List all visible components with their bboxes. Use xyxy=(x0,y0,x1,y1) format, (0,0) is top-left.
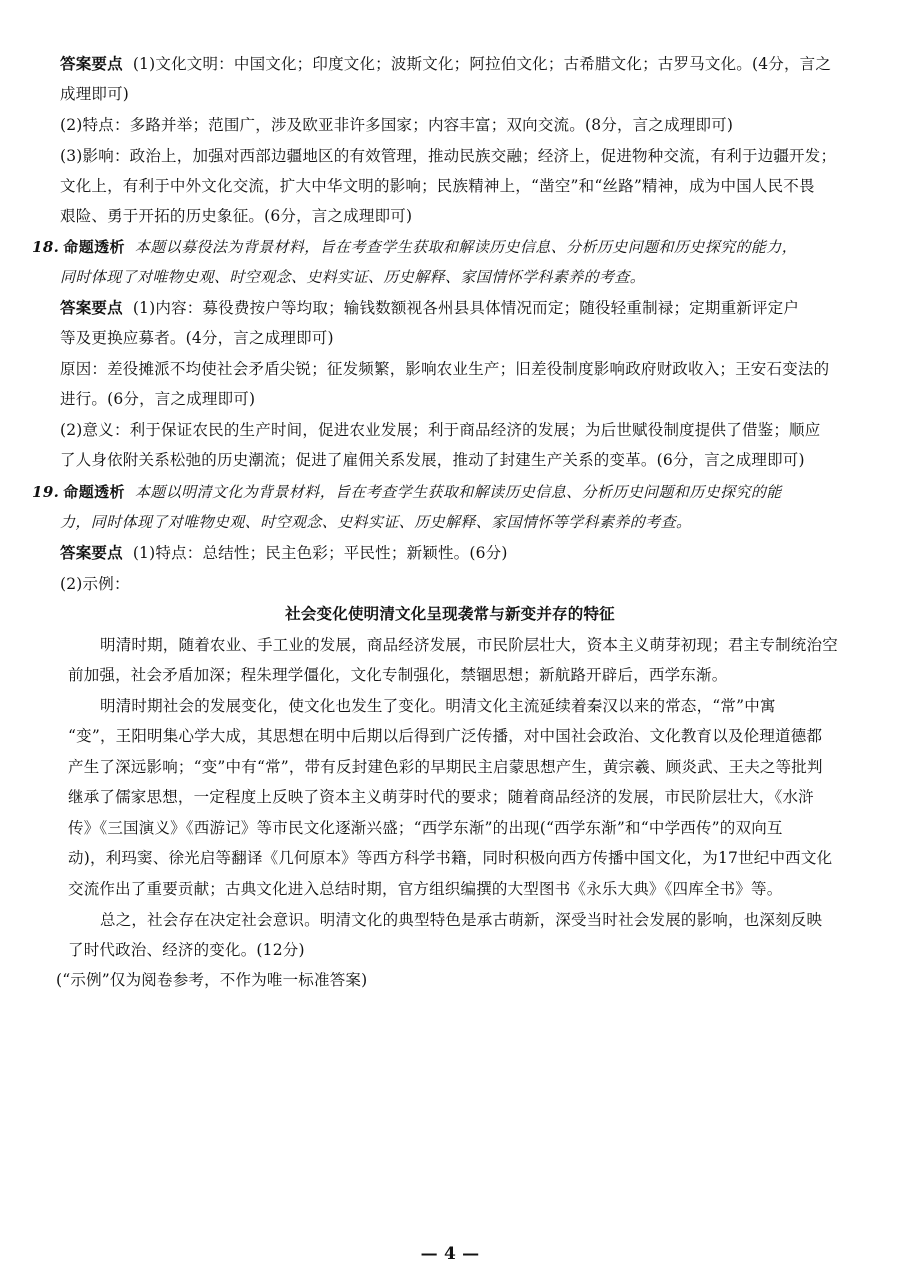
q18-analysis-label: 命题透析 xyxy=(63,238,125,256)
q19-analysis-text-2: 力，同时体现了对唯物史观、时空观念、史料实证、历史解释、家国情怀等学科素养的考查。 xyxy=(60,513,692,531)
essay-para2-line-5: 传》《三国演义》《西游记》等市民文化逐渐兴盛；“西学东渐”的出现(“西学东渐”和“中学西传”的双向互 xyxy=(68,819,783,837)
q18-part2-text-1: (2)意义：利于保证农民的生产时间，促进农业发展；利于商品经济的发展；为后世赋役制度提供了借鉴；顺应 xyxy=(60,421,821,439)
q18-answer-line-1 xyxy=(60,298,799,318)
q17-answer-line-1 xyxy=(60,54,831,74)
q19-part1-text: (1)特点：总结性；民主色彩；平民性；新颖性。(6分) xyxy=(132,544,508,562)
q19-part2-text: (2)示例： xyxy=(60,575,130,593)
q19-answer-label: 答案要点 xyxy=(60,543,123,562)
q17-part3-text-2: 文化上，有利于中外文化交流，扩大中华文明的影响；民族精神上，“凿空”和“丝路”精神，成为中国人民不畏 xyxy=(60,177,815,195)
q18-part1-text-1: (1)内容：募役费按户等均取；输钱数额视各州县具体情况而定；随役轻重制禄；定期重新评定户 xyxy=(132,299,800,317)
essay-para2-line-4: 继承了儒家思想，一定程度上反映了资本主义萌芽时代的要求；随着商品经济的发展，市民阶层壮大，《水浒 xyxy=(68,788,814,806)
q19-analysis-label: 命题透析 xyxy=(63,483,125,501)
q18-analysis-text-2: 同时体现了对唯物史观、时空观念、史料实证、历史解释、家国情怀学科素养的考查。 xyxy=(60,268,646,286)
essay-para1-line-2: 前加强，社会矛盾加深；程朱理学僵化，文化专制强化，禁锢思想；新航路开辟后，西学东渐。 xyxy=(68,666,728,684)
q17-part1-text-2: 成理即可) xyxy=(60,85,130,103)
q17-part3-text-3: 艰险、勇于开拓的历史象征。(6分，言之成理即可) xyxy=(60,207,413,225)
essay-para2-line-7: 交流作出了重要贡献；古典文化进入总结时期，官方组织编撰的大型图书《永乐大典》《四库全书》等。 xyxy=(68,880,783,898)
q18-reason-text-2: 进行。(6分，言之成理即可) xyxy=(60,390,256,408)
essay-para3-line-2: 了时代政治、经济的变化。(12分) xyxy=(68,941,305,959)
essay-title: 社会变化使明清文化呈现袭常与新变并存的特征 xyxy=(285,604,615,623)
essay-para2-line-6: 动)，利玛窦、徐光启等翻译《几何原本》等西方科学书籍，同时积极向西方传播中国文化，为17世纪中西文化 xyxy=(68,849,833,867)
q17-part2-text: (2)特点：多路并举；范围广，涉及欧亚非许多国家；内容丰富；双向交流。(8分，言之成理即可) xyxy=(60,116,734,134)
essay-para2-line-2: “变”，王阳明集心学大成，其思想在明中后期以后得到广泛传播，对中国社会政治、文化教育以及伦理道德都 xyxy=(68,727,823,745)
essay-para1-line-1: 明清时期，随着农业、手工业的发展，商品经济发展，市民阶层壮大，资本主义萌芽初现；君主专制统治空 xyxy=(100,636,838,654)
essay-para3-line-1: 总之，社会存在决定社会意识。明清文化的典型特色是承古萌新，深受当时社会发展的影响，也深刻反映 xyxy=(100,911,823,929)
q18-part2-text-2: 了人身依附关系松弛的历史潮流；促进了雇佣关系发展，推动了封建生产关系的变革。(6分，言之成理即可) xyxy=(60,451,805,469)
reference-note: (“示例”仅为阅卷参考，不作为唯一标准答案) xyxy=(56,971,368,989)
q17-part3-text-1: (3)影响：政治上，加强对西部边疆地区的有效管理，推动民族交融；经济上，促进物种交流，有利于边疆开发； xyxy=(60,147,837,165)
q18-analysis-text-1: 本题以募役法为背景材料，旨在考查学生获取和解读历史信息、分析历史问题和历史探究的能力， xyxy=(134,238,798,256)
q19-number: 19. xyxy=(32,483,60,501)
essay-para2-line-1: 明清时期社会的发展变化，使文化也发生了变化。明清文化主流延续着秦汉以来的常态，“常”中寓 xyxy=(100,697,776,715)
q19-analysis-text-1: 本题以明清文化为背景材料，旨在考查学生获取和解读历史信息、分析历史问题和历史探究的能 xyxy=(134,483,782,501)
q18-analysis-line-1 xyxy=(32,237,797,257)
q17-part1-text-1: (1)文化文明：中国文化；印度文化；波斯文化；阿拉伯文化；古希腊文化；古罗马文化。(4分，言之 xyxy=(132,55,832,73)
q19-analysis-line-1 xyxy=(32,482,782,502)
q18-answer-label: 答案要点 xyxy=(60,298,123,317)
q18-number: 18. xyxy=(32,238,60,256)
essay-para2-line-3: 产生了深远影响；“变”中有“常”，带有反封建色彩的早期民主启蒙思想产生，黄宗羲、顾炎武、王夫之等批判 xyxy=(68,758,823,776)
q17-answer-label: 答案要点 xyxy=(60,54,123,73)
q18-reason-text-1: 原因：差役摊派不均使社会矛盾尖锐；征发频繁，影响农业生产；旧差役制度影响政府财政收入；王安石变法的 xyxy=(60,360,830,378)
q18-part1-text-2: 等及更换应募者。(4分，言之成理即可) xyxy=(60,329,334,347)
q19-answer-line-1 xyxy=(60,543,508,563)
page-number: — 4 — xyxy=(420,1244,480,1264)
